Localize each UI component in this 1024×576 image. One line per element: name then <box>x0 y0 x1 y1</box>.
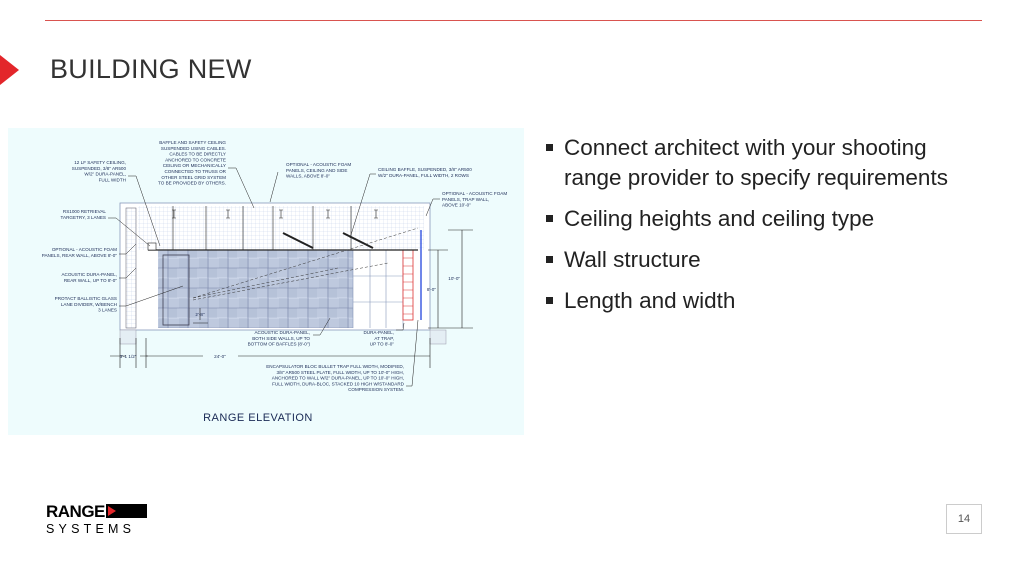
header-divider <box>45 20 982 21</box>
label-line: SUSPENDED USING CABLES. <box>160 145 226 151</box>
bullet-item <box>545 204 975 234</box>
label-line: BOTH SIDE WALLS, UP TO <box>252 335 310 341</box>
label-line: OPTIONAL - ACOUSTIC FOAM <box>286 162 352 167</box>
label-line: 3/8" AR500 STEEL PLATE, FULL WIDTH, UP TO 10'-0" HIGH, <box>276 369 404 375</box>
logo-arrow-icon <box>106 504 147 518</box>
trap-height-dimension: 10'-0" <box>448 276 460 281</box>
label-foam-ceiling <box>286 162 351 179</box>
label-line: BOTTOM OF BAFFLES (8'-0") <box>247 341 310 347</box>
label-foam-trap-wall <box>442 191 507 208</box>
title-marker-icon <box>0 55 19 85</box>
rear-depth-dimension: 3'-1 1/2" <box>119 354 137 359</box>
slide-title: BUILDING NEW <box>50 54 252 84</box>
label-line: COMPRESSION SYSTEM. <box>348 387 404 393</box>
building-section <box>120 203 446 344</box>
label-line: FULL WIDTH, DURA-BLOC, STACKED 10 HIGH W/STANDARD <box>272 381 404 387</box>
label-line: ENCAPSULATOR BLOC BULLET TRAP FULL WIDTH, MODIFIED, <box>266 364 404 369</box>
label-line: OTHER STEEL GRID SYSTEM <box>161 174 226 180</box>
label-line: TARGETRY, 3 LANES <box>60 214 106 220</box>
label-line: PANELS, REAR WALL, ABOVE 8'-0" <box>41 252 117 258</box>
label-line: UP TO 8'-0" <box>369 341 394 347</box>
page-number: 14 <box>946 504 982 534</box>
bullet-item <box>545 133 975 193</box>
label-line: ACOUSTIC DURA-PANEL, <box>254 330 310 335</box>
label-line: PANELS, TRAP WALL, <box>442 196 490 202</box>
label-line: OPTIONAL - ACOUSTIC FOAM <box>51 247 117 252</box>
label-line: ANCHORED TO WALL W/2" DURA-PANEL, UP TO 10'-0" HIGH, <box>271 375 404 381</box>
label-line: CONNECTED TO TRUSS OR <box>164 169 226 174</box>
label-line: 12 LF SAFETY CEILING, <box>74 160 126 165</box>
label-foam-rear-wall <box>42 247 118 258</box>
label-line: ABOVE 10'-0" <box>442 202 471 208</box>
bench-height-dimension: 2'-8" <box>195 312 205 317</box>
label-ceiling-baffle <box>378 167 472 178</box>
label-line: RS1000 RETRIEVAL <box>62 209 106 214</box>
bullet-list <box>545 133 975 327</box>
logo-systems-text: SYSTEMS <box>46 522 136 536</box>
range-length-dimension: 24'-0" <box>214 354 226 359</box>
bullet-item <box>545 245 975 275</box>
label-line: OPTIONAL - ACOUSTIC FOAM <box>442 191 508 196</box>
bullet-square-icon <box>546 256 553 263</box>
bullet-text: Ceiling heights and ceiling type <box>564 206 875 231</box>
label-line: CEILING OR MECHANICALLY <box>162 163 226 169</box>
label-line: PROTACT BALLISTIC GLASS <box>54 296 117 301</box>
label-dura-panel-side-walls <box>248 330 311 347</box>
label-line: LANE DIVIDER, W/BENCH <box>60 301 117 307</box>
label-line: CABLES TO BE DIRECTLY <box>169 151 226 157</box>
bullet-text: Wall structure <box>564 247 701 272</box>
range-elevation-drawing <box>8 128 524 435</box>
label-line: BAFFLE AND SAFETY CEILING <box>159 140 226 145</box>
label-line: ACOUSTIC DURA-PANEL, <box>61 272 117 277</box>
label-line: FULL WIDTH <box>98 177 126 183</box>
label-line: DURA-PANEL, <box>363 330 394 335</box>
label-line: AT TRAP, <box>374 335 394 341</box>
label-dura-panel-trap <box>363 330 394 347</box>
label-line: TO BE PROVIDED BY OTHERS. <box>158 180 226 186</box>
label-line: 3 LANES <box>98 307 117 313</box>
bullet-text: Length and width <box>564 288 736 313</box>
label-line: PANELS, CEILING AND SIDE <box>286 167 348 173</box>
logo-range-text: RANGE <box>46 502 105 521</box>
bullet-square-icon <box>546 215 553 222</box>
label-line: CEILING BAFFLE, SUSPENDED, 3/8" AR500 <box>378 167 472 172</box>
label-glass-divider <box>55 296 117 313</box>
label-bullet-trap <box>266 364 404 392</box>
bullet-square-icon <box>546 144 553 151</box>
label-line: REAR WALL, UP TO 8'-0" <box>63 277 117 283</box>
label-line: WALLS, ABOVE 8'-0" <box>286 173 330 179</box>
label-line: W/2" DURA-PANEL, <box>84 171 126 177</box>
elevation-svg <box>8 128 524 435</box>
label-line: SUSPENDED, 3/8" AR500 <box>71 165 126 171</box>
bullet-item <box>545 286 975 316</box>
label-line: W/2" DURA-PANEL, FULL WIDTH, 2 ROWS <box>378 172 469 178</box>
label-retrieval-targetry <box>61 209 107 220</box>
drawing-caption: RANGE ELEVATION <box>203 412 313 424</box>
range-systems-logo <box>46 503 147 536</box>
label-dura-panel-rear-wall <box>61 272 117 283</box>
bullet-square-icon <box>546 297 553 304</box>
bullet-text: Connect architect with your shooting range provider to specify requirements <box>564 135 948 190</box>
label-safety-ceiling <box>72 160 127 182</box>
label-line: ANCHORED TO CONCRETE <box>165 157 226 163</box>
wall-height-dimension: 8'-0" <box>426 287 436 292</box>
label-baffle-ceiling <box>158 140 227 186</box>
